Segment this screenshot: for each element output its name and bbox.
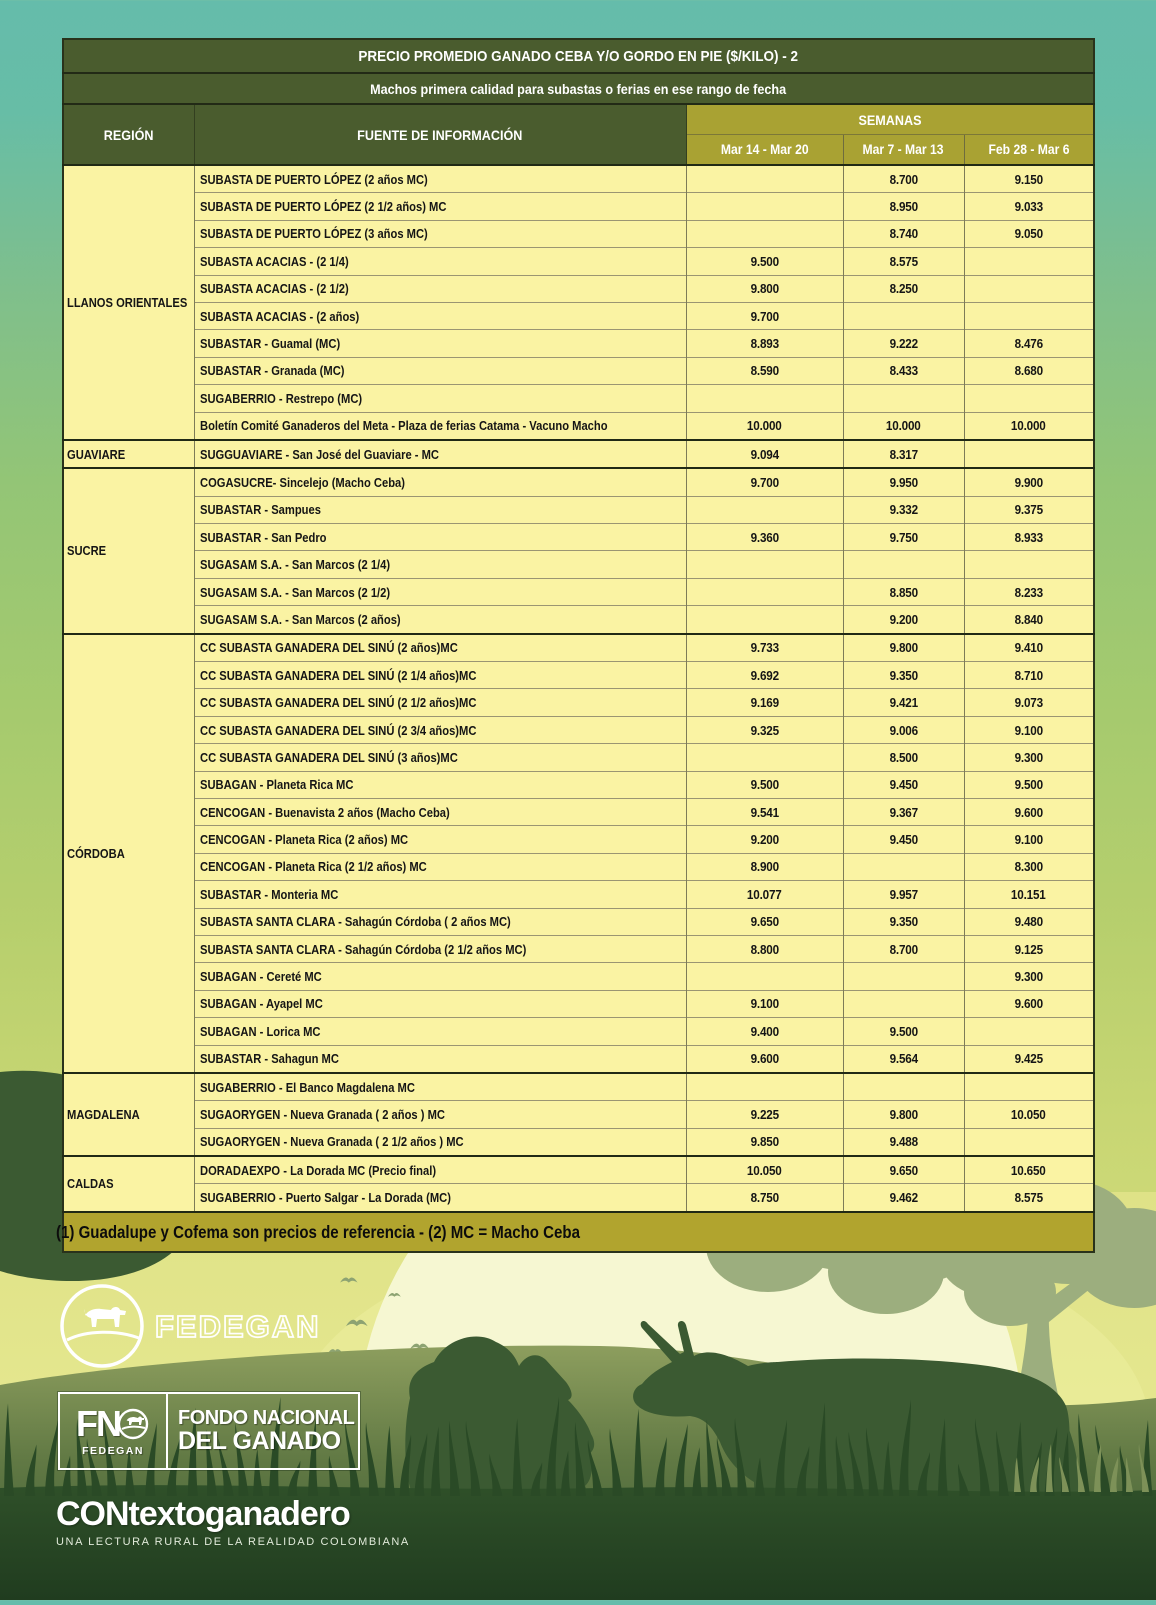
price-cell-week-2: 9.350 <box>843 662 964 689</box>
table-row <box>63 468 1094 496</box>
fuente-cell: SUBASTA ACACIAS - (2 1/4) <box>194 248 686 275</box>
fuente-cell: SUGGUAVIARE - San José del Guaviare - MC <box>194 440 686 468</box>
table-subtitle: Machos primera calidad para subastas o ferias en ese rango de fecha <box>63 73 1094 104</box>
price-cell-week-3: 9.600 <box>964 990 1094 1017</box>
price-cell-week-2: 9.367 <box>843 798 964 825</box>
price-cell-week-3: 8.575 <box>964 1184 1094 1212</box>
price-cell-week-1: 10.077 <box>686 881 843 908</box>
price-cell-week-1: 9.325 <box>686 716 843 743</box>
table-row <box>63 275 1094 302</box>
table-row <box>63 551 1094 578</box>
table-row <box>63 220 1094 247</box>
fuente-cell: CENCOGAN - Planeta Rica (2 años) MC <box>194 826 686 853</box>
price-cell-week-2: 9.450 <box>843 826 964 853</box>
column-header-region: REGIÓN <box>63 104 194 165</box>
price-cell-week-2: 9.450 <box>843 771 964 798</box>
table-row <box>63 193 1094 220</box>
contextoganadero-logo <box>56 1496 410 1548</box>
price-cell-week-1 <box>686 385 843 412</box>
table-subtitle-row <box>63 73 1094 104</box>
fuente-cell: SUBASTAR - Sampues <box>194 496 686 523</box>
price-cell-week-2: 9.957 <box>843 881 964 908</box>
column-header-semanas: SEMANAS <box>686 104 1094 135</box>
region-cell: LLANOS ORIENTALES <box>63 165 194 440</box>
table-row <box>63 330 1094 357</box>
table-row <box>63 990 1094 1017</box>
price-cell-week-2: 8.500 <box>843 744 964 771</box>
fng-logo-left <box>60 1394 168 1468</box>
fuente-cell: SUBASTAR - Guamal (MC) <box>194 330 686 357</box>
price-cell-week-3: 9.375 <box>964 496 1094 523</box>
table-row <box>63 606 1094 634</box>
price-cell-week-1 <box>686 551 843 578</box>
table-row <box>63 826 1094 853</box>
price-cell-week-1: 9.733 <box>686 634 843 662</box>
price-cell-week-2 <box>843 990 964 1017</box>
price-cell-week-2: 10.000 <box>843 412 964 440</box>
price-cell-week-1: 9.850 <box>686 1128 843 1156</box>
fuente-cell: CENCOGAN - Buenavista 2 años (Macho Ceba) <box>194 798 686 825</box>
table-row <box>63 744 1094 771</box>
fuente-cell: SUGASAM S.A. - San Marcos (2 años) <box>194 606 686 634</box>
table-title-row <box>63 39 1094 73</box>
table-row <box>63 1018 1094 1045</box>
price-cell-week-3 <box>964 1018 1094 1045</box>
fuente-cell: CENCOGAN - Planeta Rica (2 1/2 años) MC <box>194 853 686 880</box>
price-cell-week-3: 9.073 <box>964 689 1094 716</box>
price-cell-week-3: 9.500 <box>964 771 1094 798</box>
price-table <box>62 38 1095 1253</box>
table-row <box>63 248 1094 275</box>
price-cell-week-1: 9.500 <box>686 771 843 798</box>
fuente-cell: SUGABERRIO - El Banco Magdalena MC <box>194 1073 686 1101</box>
column-header-week-1: Mar 14 - Mar 20 <box>686 135 843 166</box>
price-cell-week-2: 9.564 <box>843 1045 964 1073</box>
table-row <box>63 634 1094 662</box>
price-cell-week-2: 9.800 <box>843 1101 964 1128</box>
price-cell-week-3 <box>964 440 1094 468</box>
price-cell-week-1: 9.225 <box>686 1101 843 1128</box>
fng-abbr: FN <box>76 1402 120 1444</box>
fuente-cell: Boletín Comité Ganaderos del Meta - Plaza de ferias Catama - Vacuno Macho <box>194 412 686 440</box>
price-cell-week-3: 9.300 <box>964 963 1094 990</box>
price-cell-week-3 <box>964 248 1094 275</box>
table-row <box>63 689 1094 716</box>
fng-cow-icon <box>116 1407 150 1441</box>
price-cell-week-1: 9.700 <box>686 302 843 329</box>
price-cell-week-2 <box>843 1073 964 1101</box>
fuente-cell: SUBASTAR - Granada (MC) <box>194 357 686 384</box>
price-cell-week-3: 9.600 <box>964 798 1094 825</box>
price-cell-week-2 <box>843 963 964 990</box>
fuente-cell: SUGASAM S.A. - San Marcos (2 1/4) <box>194 551 686 578</box>
price-cell-week-1: 9.541 <box>686 798 843 825</box>
fedegan-logo <box>55 1278 325 1379</box>
region-cell: CÓRDOBA <box>63 634 194 1073</box>
table-title: PRECIO PROMEDIO GANADO CEBA Y/O GORDO EN PIE ($/KILO) - 2 <box>63 39 1094 73</box>
fuente-cell: SUBAGAN - Lorica MC <box>194 1018 686 1045</box>
price-cell-week-3: 8.300 <box>964 853 1094 880</box>
table-row <box>63 412 1094 440</box>
price-cell-week-1 <box>686 578 843 605</box>
price-cell-week-1 <box>686 963 843 990</box>
table-row <box>63 1073 1094 1101</box>
fuente-cell: SUGABERRIO - Restrepo (MC) <box>194 385 686 412</box>
price-cell-week-1 <box>686 220 843 247</box>
price-cell-week-3: 8.710 <box>964 662 1094 689</box>
table-row <box>63 1045 1094 1073</box>
fuente-cell: SUBASTA DE PUERTO LÓPEZ (2 1/2 años) MC <box>194 193 686 220</box>
fuente-cell: SUBASTA DE PUERTO LÓPEZ (3 años MC) <box>194 220 686 247</box>
price-cell-week-3 <box>964 385 1094 412</box>
fng-sub-label: FEDEGAN <box>82 1444 144 1457</box>
price-cell-week-2: 8.850 <box>843 578 964 605</box>
fuente-cell: SUBAGAN - Planeta Rica MC <box>194 771 686 798</box>
price-cell-week-2: 8.575 <box>843 248 964 275</box>
price-cell-week-2: 8.433 <box>843 357 964 384</box>
column-header-fuente: FUENTE DE INFORMACIÓN <box>194 104 686 165</box>
fuente-cell: SUBASTA ACACIAS - (2 1/2) <box>194 275 686 302</box>
price-cell-week-3: 8.933 <box>964 524 1094 551</box>
price-cell-week-3: 9.300 <box>964 744 1094 771</box>
fuente-cell: CC SUBASTA GANADERA DEL SINÚ (3 años)MC <box>194 744 686 771</box>
price-cell-week-3: 8.680 <box>964 357 1094 384</box>
price-cell-week-3: 8.233 <box>964 578 1094 605</box>
fng-logo-right <box>168 1394 358 1468</box>
table-row <box>63 798 1094 825</box>
table-row <box>63 578 1094 605</box>
price-cell-week-1 <box>686 744 843 771</box>
price-cell-week-2: 9.006 <box>843 716 964 743</box>
fuente-cell: COGASUCRE- Sincelejo (Macho Ceba) <box>194 468 686 496</box>
table-row <box>63 716 1094 743</box>
price-cell-week-1: 9.200 <box>686 826 843 853</box>
price-cell-week-1: 10.000 <box>686 412 843 440</box>
fuente-cell: SUGAORYGEN - Nueva Granada ( 2 años ) MC <box>194 1101 686 1128</box>
price-cell-week-3 <box>964 275 1094 302</box>
table-row <box>63 1156 1094 1184</box>
fuente-cell: SUGAORYGEN - Nueva Granada ( 2 1/2 años ) MC <box>194 1128 686 1156</box>
price-cell-week-3: 9.125 <box>964 935 1094 962</box>
fuente-cell: SUBASTA DE PUERTO LÓPEZ (2 años MC) <box>194 165 686 193</box>
header-row-1 <box>63 104 1094 135</box>
price-cell-week-2: 9.332 <box>843 496 964 523</box>
column-header-week-3: Feb 28 - Mar 6 <box>964 135 1094 166</box>
price-cell-week-1: 8.750 <box>686 1184 843 1212</box>
price-cell-week-3 <box>964 302 1094 329</box>
fuente-cell: SUBASTA SANTA CLARA - Sahagún Córdoba (2 1/2 años MC) <box>194 935 686 962</box>
price-cell-week-3 <box>964 1073 1094 1101</box>
price-cell-week-3: 10.000 <box>964 412 1094 440</box>
table-row <box>63 1101 1094 1128</box>
price-cell-week-2: 9.500 <box>843 1018 964 1045</box>
region-cell: GUAVIARE <box>63 440 194 468</box>
price-cell-week-2: 9.350 <box>843 908 964 935</box>
fuente-cell: SUBAGAN - Ayapel MC <box>194 990 686 1017</box>
fng-line2: DEL GANADO <box>178 1427 341 1455</box>
price-cell-week-2: 9.800 <box>843 634 964 662</box>
table-row <box>63 1128 1094 1156</box>
price-cell-week-2: 9.650 <box>843 1156 964 1184</box>
fuente-cell: CC SUBASTA GANADERA DEL SINÚ (2 3/4 años)MC <box>194 716 686 743</box>
price-cell-week-2: 8.950 <box>843 193 964 220</box>
price-cell-week-1 <box>686 1073 843 1101</box>
price-cell-week-1: 9.692 <box>686 662 843 689</box>
fng-logo <box>58 1392 360 1470</box>
price-cell-week-1: 9.400 <box>686 1018 843 1045</box>
fedegan-circle-icon <box>62 1286 142 1366</box>
price-cell-week-1 <box>686 606 843 634</box>
fng-line1: FONDO NACIONAL <box>178 1407 355 1429</box>
price-cell-week-2 <box>843 551 964 578</box>
price-cell-week-2: 9.222 <box>843 330 964 357</box>
fuente-cell: SUBASTAR - Sahagun MC <box>194 1045 686 1073</box>
price-cell-week-3: 9.033 <box>964 193 1094 220</box>
price-cell-week-1: 9.169 <box>686 689 843 716</box>
region-cell: CALDAS <box>63 1156 194 1212</box>
table-row <box>63 524 1094 551</box>
fuente-cell: SUGABERRIO - Puerto Salgar - La Dorada (MC) <box>194 1184 686 1212</box>
fuente-cell: CC SUBASTA GANADERA DEL SINÚ (2 años)MC <box>194 634 686 662</box>
region-cell: MAGDALENA <box>63 1073 194 1156</box>
price-cell-week-2 <box>843 302 964 329</box>
table-row <box>63 662 1094 689</box>
contexto-tagline: UNA LECTURA RURAL DE LA REALIDAD COLOMBIANA <box>56 1536 410 1548</box>
price-cell-week-3: 9.100 <box>964 826 1094 853</box>
price-cell-week-1: 10.050 <box>686 1156 843 1184</box>
price-cell-week-3 <box>964 551 1094 578</box>
table-row <box>63 963 1094 990</box>
price-cell-week-1 <box>686 496 843 523</box>
contexto-title: CONtextoganadero <box>56 1495 350 1533</box>
fuente-cell: CC SUBASTA GANADERA DEL SINÚ (2 1/2 años)MC <box>194 689 686 716</box>
price-cell-week-1: 9.800 <box>686 275 843 302</box>
fuente-cell: SUGASAM S.A. - San Marcos (2 1/2) <box>194 578 686 605</box>
fedegan-logo-svg <box>55 1278 325 1374</box>
table-row <box>63 496 1094 523</box>
price-cell-week-2: 9.488 <box>843 1128 964 1156</box>
footnote: (1) Guadalupe y Cofema son precios de referencia - (2) MC = Macho Ceba <box>56 1222 580 1242</box>
table-row <box>63 771 1094 798</box>
price-cell-week-2: 9.750 <box>843 524 964 551</box>
fuente-cell: SUBASTA ACACIAS - (2 años) <box>194 302 686 329</box>
fedegan-wordmark: FEDEGAN <box>155 1309 321 1344</box>
price-cell-week-1: 9.500 <box>686 248 843 275</box>
price-cell-week-1: 8.590 <box>686 357 843 384</box>
price-cell-week-3: 9.050 <box>964 220 1094 247</box>
price-cell-week-2: 8.740 <box>843 220 964 247</box>
price-cell-week-2: 9.950 <box>843 468 964 496</box>
price-cell-week-3: 8.476 <box>964 330 1094 357</box>
table-row <box>63 165 1094 193</box>
table-row <box>63 302 1094 329</box>
price-cell-week-1: 9.600 <box>686 1045 843 1073</box>
price-cell-week-1: 8.800 <box>686 935 843 962</box>
fuente-cell: SUBASTA SANTA CLARA - Sahagún Córdoba ( 2 años MC) <box>194 908 686 935</box>
fuente-cell: SUBASTAR - San Pedro <box>194 524 686 551</box>
price-table-container <box>62 38 1095 1253</box>
price-cell-week-2: 8.700 <box>843 165 964 193</box>
price-cell-week-3: 9.150 <box>964 165 1094 193</box>
price-cell-week-3 <box>964 1128 1094 1156</box>
cow-icon <box>85 1307 126 1327</box>
price-cell-week-2 <box>843 385 964 412</box>
table-row <box>63 881 1094 908</box>
table-row <box>63 908 1094 935</box>
price-cell-week-3: 9.900 <box>964 468 1094 496</box>
price-cell-week-1: 9.650 <box>686 908 843 935</box>
table-row <box>63 1184 1094 1212</box>
price-cell-week-2: 9.421 <box>843 689 964 716</box>
price-cell-week-3: 9.100 <box>964 716 1094 743</box>
price-cell-week-1: 8.893 <box>686 330 843 357</box>
price-cell-week-2: 8.250 <box>843 275 964 302</box>
price-cell-week-3: 9.480 <box>964 908 1094 935</box>
region-cell: SUCRE <box>63 468 194 633</box>
price-cell-week-1 <box>686 193 843 220</box>
price-cell-week-1 <box>686 165 843 193</box>
column-header-week-2: Mar 7 - Mar 13 <box>843 135 964 166</box>
price-cell-week-1: 8.900 <box>686 853 843 880</box>
price-cell-week-3: 10.050 <box>964 1101 1094 1128</box>
price-cell-week-1: 9.700 <box>686 468 843 496</box>
fuente-cell: SUBAGAN - Cereté MC <box>194 963 686 990</box>
price-cell-week-1: 9.360 <box>686 524 843 551</box>
fuente-cell: SUBASTAR - Monteria MC <box>194 881 686 908</box>
fuente-cell: CC SUBASTA GANADERA DEL SINÚ (2 1/4 años)MC <box>194 662 686 689</box>
price-cell-week-3: 8.840 <box>964 606 1094 634</box>
price-cell-week-1: 9.100 <box>686 990 843 1017</box>
fuente-cell: DORADAEXPO - La Dorada MC (Precio final) <box>194 1156 686 1184</box>
price-cell-week-2: 9.462 <box>843 1184 964 1212</box>
price-cell-week-2: 8.317 <box>843 440 964 468</box>
price-cell-week-3: 10.151 <box>964 881 1094 908</box>
table-row <box>63 357 1094 384</box>
table-row <box>63 440 1094 468</box>
price-cell-week-1: 9.094 <box>686 440 843 468</box>
price-cell-week-2: 9.200 <box>843 606 964 634</box>
price-cell-week-3: 10.650 <box>964 1156 1094 1184</box>
table-row <box>63 385 1094 412</box>
table-row <box>63 935 1094 962</box>
price-cell-week-2 <box>843 853 964 880</box>
price-cell-week-3: 9.410 <box>964 634 1094 662</box>
price-cell-week-3: 9.425 <box>964 1045 1094 1073</box>
table-row <box>63 853 1094 880</box>
price-cell-week-2: 8.700 <box>843 935 964 962</box>
